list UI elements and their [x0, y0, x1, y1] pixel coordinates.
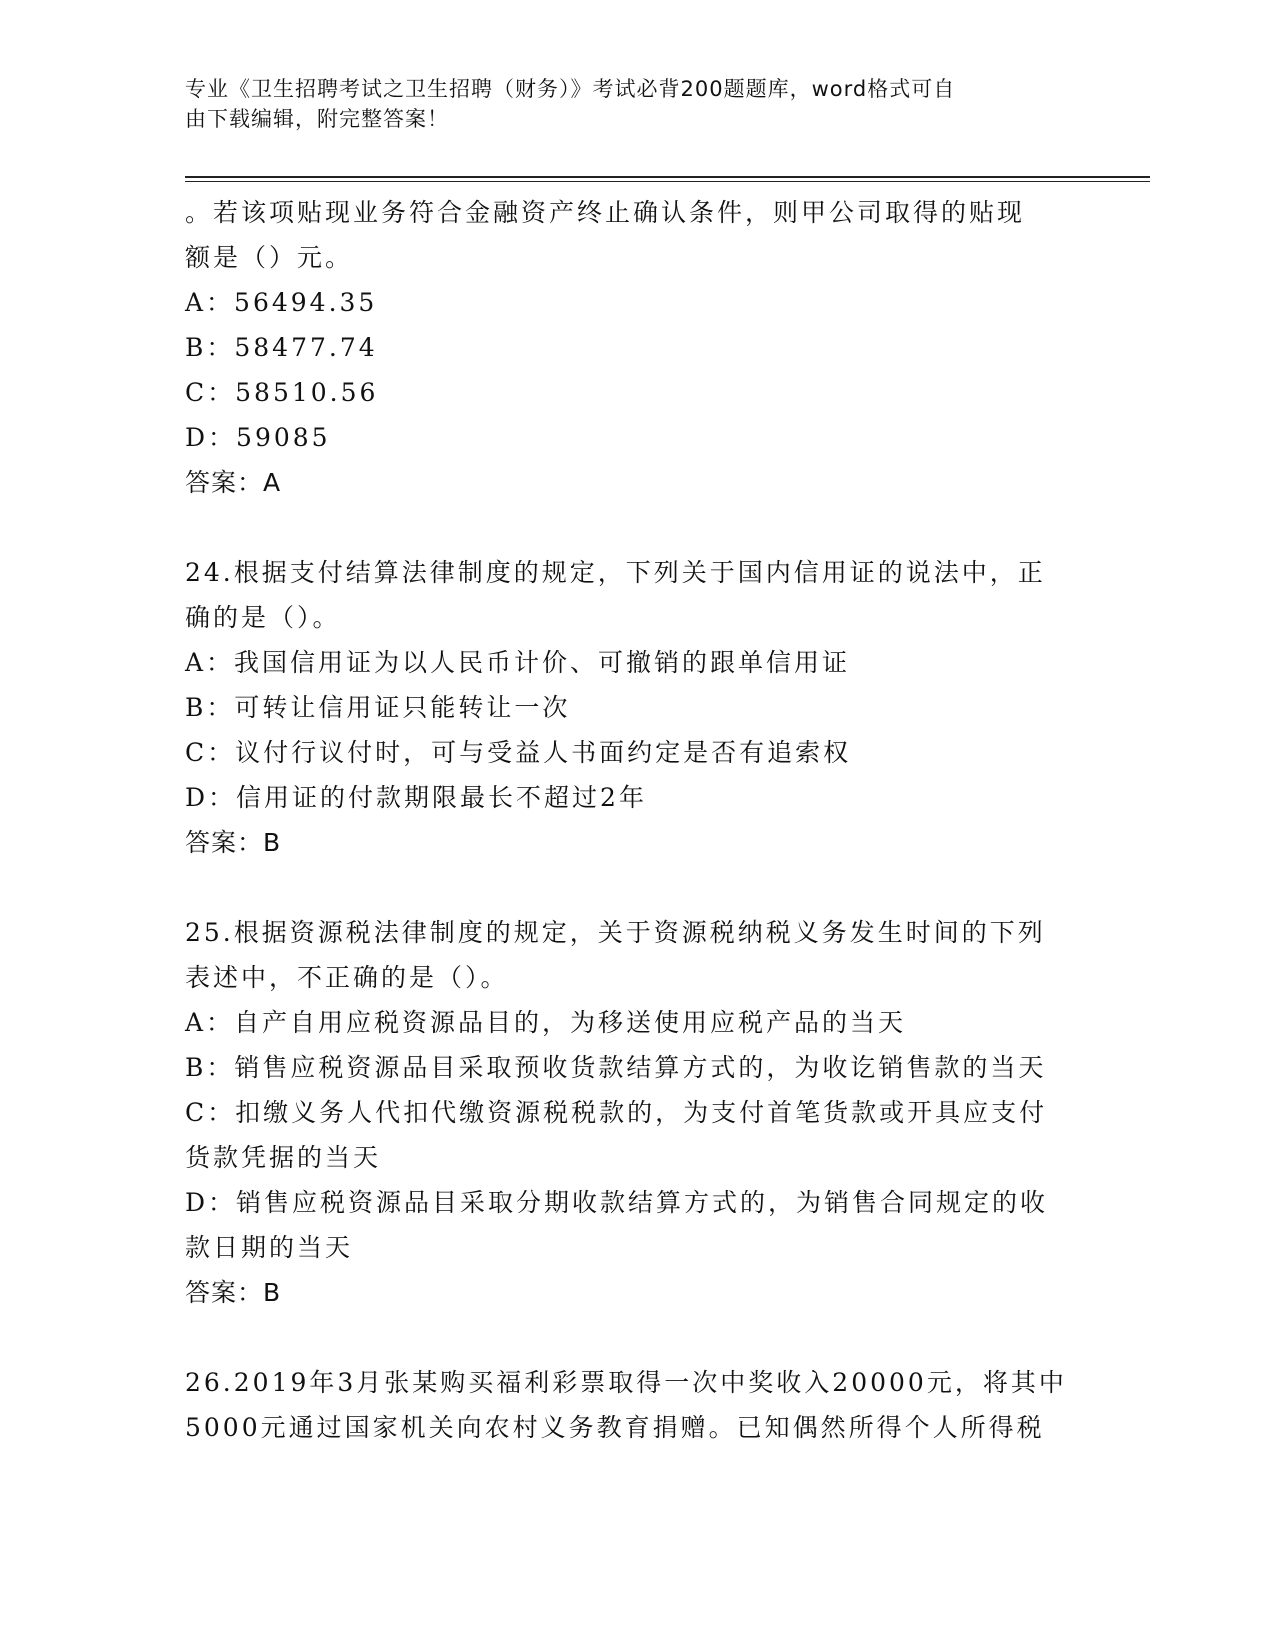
- question-24: [185, 550, 1085, 865]
- option-d-continued: 款日期的当天: [185, 1233, 354, 1262]
- question-stem: 额是（）元。: [185, 243, 354, 272]
- header-rule-thin: [185, 181, 1150, 182]
- header-line-2: 由下载编辑，附完整答案！: [185, 107, 449, 131]
- document-body: [185, 190, 1085, 1450]
- option-d: D：销售应税资源品目采取分期收款结算方式的，为销售合同规定的收: [185, 1188, 1049, 1217]
- option-d: D：59085: [185, 423, 331, 452]
- option-b: B：58477.74: [185, 333, 378, 362]
- answer: 答案：A: [185, 468, 282, 497]
- question-stem: 5000元通过国家机关向农村义务教育捐赠。已知偶然所得个人所得税: [185, 1413, 1045, 1442]
- question-stem: 确的是（）。: [185, 603, 341, 632]
- option-c-continued: 货款凭据的当天: [185, 1143, 382, 1172]
- option-a: A：自产自用应税资源品目的，为移送使用应税产品的当天: [185, 1008, 907, 1037]
- spacer: [185, 1315, 1085, 1360]
- question-stem: 25.根据资源税法律制度的规定，关于资源税纳税义务发生时间的下列: [185, 918, 1046, 947]
- option-c: C：扣缴义务人代扣代缴资源税税款的，为支付首笔货款或开具应支付: [185, 1098, 1048, 1127]
- header-rule-thick: [185, 176, 1150, 178]
- option-c: C：58510.56: [185, 378, 379, 407]
- answer: 答案：B: [185, 828, 282, 857]
- header-line-1: 专业《卫生招聘考试之卫生招聘（财务）》考试必背200题题库，word格式可自: [185, 77, 956, 101]
- question-26: [185, 1360, 1085, 1450]
- option-a: A：我国信用证为以人民币计价、可撤销的跟单信用证: [185, 648, 851, 677]
- option-a: A：56494.35: [185, 288, 378, 317]
- question-23: [185, 190, 1085, 505]
- answer: 答案：B: [185, 1278, 282, 1307]
- question-stem: 表述中，不正确的是（）。: [185, 963, 509, 992]
- spacer: [185, 505, 1085, 550]
- question-stem: 24.根据支付结算法律制度的规定，下列关于国内信用证的说法中，正: [185, 558, 1046, 587]
- question-stem: 26.2019年3月张某购买福利彩票取得一次中奖收入20000元，将其中: [185, 1368, 1067, 1397]
- option-b: B：可转让信用证只能转让一次: [185, 693, 571, 722]
- question-25: [185, 910, 1085, 1315]
- spacer: [185, 865, 1085, 910]
- document-header: [185, 74, 1065, 134]
- option-d: D：信用证的付款期限最长不超过2年: [185, 783, 647, 812]
- option-b: B：销售应税资源品目采取预收货款结算方式的，为收讫销售款的当天: [185, 1053, 1047, 1082]
- option-c: C：议付行议付时，可与受益人书面约定是否有追索权: [185, 738, 852, 767]
- question-stem: 。若该项贴现业务符合金融资产终止确认条件，则甲公司取得的贴现: [185, 198, 1026, 227]
